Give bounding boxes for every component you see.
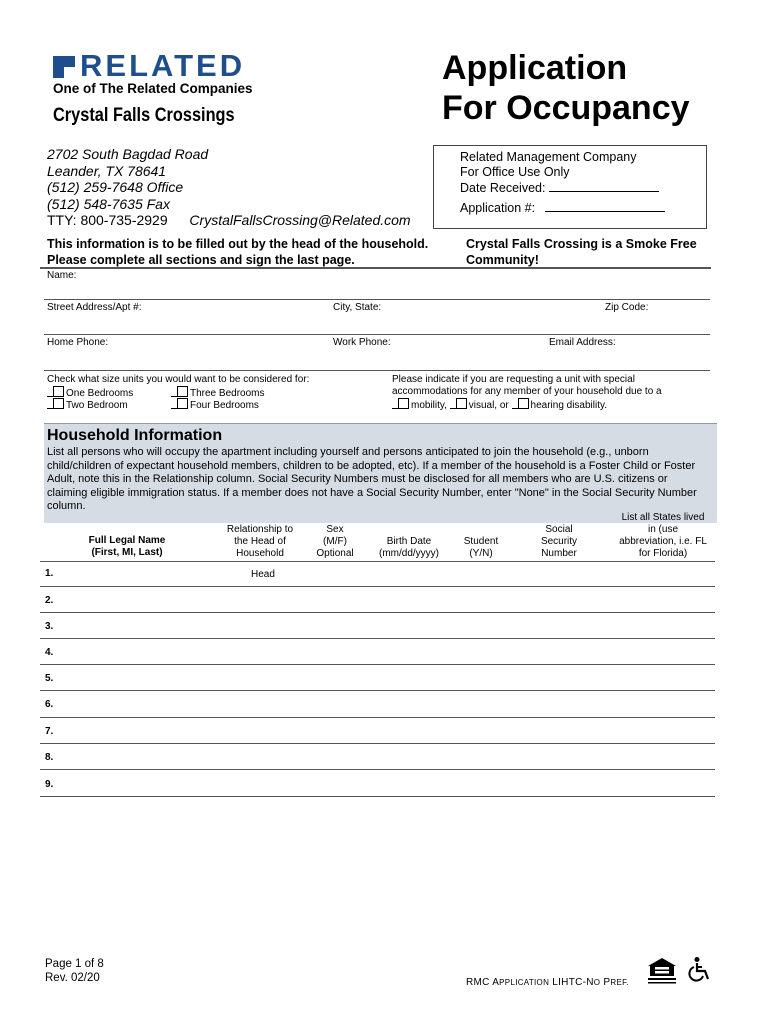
address-field[interactable] — [44, 334, 710, 335]
col-ssn: Social Security Number — [540, 524, 578, 559]
name-field[interactable] — [44, 299, 710, 300]
household-top-rule — [44, 423, 717, 424]
visual-checkbox-icon[interactable] — [456, 398, 467, 409]
city-state-label: City, State: — [333, 302, 382, 313]
page-info — [45, 957, 104, 985]
office-phone: (512) 259-7648 Office — [47, 179, 184, 195]
table-row-7[interactable] — [40, 743, 715, 744]
table-row-3[interactable] — [40, 638, 715, 639]
accessibility-icon — [688, 956, 714, 984]
home-phone-label: Home Phone: — [47, 337, 109, 348]
col-relationship: Relationship to the Head of Household — [226, 524, 294, 559]
two-bedroom-label: Two Bedroom — [66, 400, 128, 411]
zip-label: Zip Code: — [605, 302, 649, 313]
row-number-6: 6. — [45, 699, 54, 710]
table-header-rule — [40, 561, 715, 562]
revision: Rev. 02/20 — [45, 972, 100, 984]
checkbox-icon[interactable] — [177, 398, 188, 409]
date-received-field[interactable] — [549, 180, 659, 192]
office-use-only: For Office Use Only — [460, 165, 570, 179]
tagline: One of The Related Companies — [53, 81, 253, 96]
table-row-8[interactable] — [40, 769, 715, 770]
table-row-1[interactable] — [40, 586, 715, 587]
checkbox-icon[interactable] — [53, 386, 64, 397]
mobility-label: mobility, — [411, 400, 447, 411]
related-logo-mark — [53, 56, 75, 78]
equal-housing-icon — [646, 957, 678, 985]
street-label: Street Address/Apt #: — [47, 302, 142, 313]
fax-number: (512) 548-7635 Fax — [47, 195, 170, 212]
name-label: Name: — [47, 270, 77, 281]
table-row-2[interactable] — [40, 612, 715, 613]
table-row-6[interactable] — [40, 717, 715, 718]
accommodations-line-2: accommodations for any member of your household due to a — [392, 386, 662, 397]
four-bedroom-option[interactable] — [171, 398, 259, 411]
col-student: Student (Y/N) — [463, 536, 499, 559]
accommodations-line-1: Please indicate if you are requesting a unit with special — [392, 374, 635, 385]
phone-field[interactable] — [44, 370, 710, 371]
table-row-5[interactable] — [40, 690, 715, 691]
related-logo-text: RELATED — [80, 48, 246, 83]
address-line-2: Leander, TX 78641 — [47, 162, 167, 179]
household-heading: Household Information — [47, 427, 223, 444]
row-number-5: 5. — [45, 673, 54, 684]
col-sex: Sex (M/F) Optional — [316, 524, 354, 559]
office-use-box — [433, 145, 707, 229]
mobility-checkbox-icon[interactable] — [398, 398, 409, 409]
tty-email-row — [47, 212, 411, 229]
hearing-checkbox-icon[interactable] — [518, 398, 529, 409]
hearing-label: hearing disability. — [530, 400, 608, 411]
table-row-4[interactable] — [40, 664, 715, 665]
row-number-1: 1. — [45, 568, 54, 579]
instructions-notice: This information is to be filled out by the head of the household. Please complete all sections and sign the last page. — [47, 237, 429, 267]
col-birth-date: Birth Date (mm/dd/yyyy) — [379, 536, 439, 559]
contact-block — [47, 146, 411, 229]
two-bedroom-option[interactable] — [47, 398, 128, 411]
col-states: List all States lived in (use abbreviation, i.e. FL for Florida) — [619, 512, 707, 559]
date-received-label: Date Received: — [460, 181, 546, 195]
page-title — [442, 48, 690, 128]
table-row-9[interactable] — [40, 796, 715, 797]
unit-size-prompt: Check what size units you would want to be considered for: — [47, 374, 310, 385]
col-full-name: Full Legal Name (First, MI, Last) — [88, 535, 166, 558]
one-bedroom-label: One Bedrooms — [66, 388, 134, 399]
row-number-2: 2. — [45, 595, 54, 606]
row-number-4: 4. — [45, 647, 54, 658]
accommodations-options — [392, 398, 607, 411]
date-received-row — [460, 180, 659, 195]
page-number: Page 1 of 8 — [45, 958, 104, 970]
checkbox-icon[interactable] — [53, 398, 64, 409]
section-divider — [40, 267, 711, 269]
application-no-field[interactable] — [545, 200, 665, 212]
email-label: Email Address: — [549, 337, 616, 348]
contact-email: CrystalFallsCrossing@Related.com — [189, 212, 411, 228]
row-number-3: 3. — [45, 621, 54, 632]
address-line-1: 2702 South Bagdad Road — [47, 146, 209, 162]
property-name: Crystal Falls Crossings — [53, 105, 235, 126]
application-no-row — [460, 200, 665, 215]
three-bedroom-label: Three Bedrooms — [190, 388, 265, 399]
visual-label: visual, or — [468, 400, 509, 411]
form-code: RMC APPLICATION LIHTC-NO PREF. — [466, 977, 629, 988]
row-number-9: 9. — [45, 779, 54, 790]
smoke-free-notice: Crystal Falls Crossing is a Smoke Free Community! — [466, 237, 697, 267]
application-no-label: Application #: — [460, 201, 536, 215]
work-phone-label: Work Phone: — [333, 337, 391, 348]
household-description: List all persons who will occupy the apartment including yourself and persons anticipated to join the household (e.g., unborn child/children of expectant household members, children to be adopted, etc). If a member of the household is a Foster Child or Foster Adult, note this in the Relationship column. Social Security Numbers must be disclosed for all members who are U.S. citizens or claiming eligible immigration status. If a member does not have a Social Security Number, enter "None" in the Social Security Number column. — [47, 446, 697, 513]
tty-number: TTY: 800-735-2929 — [47, 212, 168, 228]
row-number-7: 7. — [45, 726, 54, 737]
title-line-1: Application — [442, 49, 628, 87]
title-line-2: For Occupancy — [442, 89, 690, 127]
four-bedroom-label: Four Bedrooms — [190, 400, 259, 411]
office-company: Related Management Company — [460, 150, 637, 164]
row-1-relationship: Head — [251, 569, 275, 580]
row-number-8: 8. — [45, 752, 54, 763]
checkbox-icon[interactable] — [177, 386, 188, 397]
